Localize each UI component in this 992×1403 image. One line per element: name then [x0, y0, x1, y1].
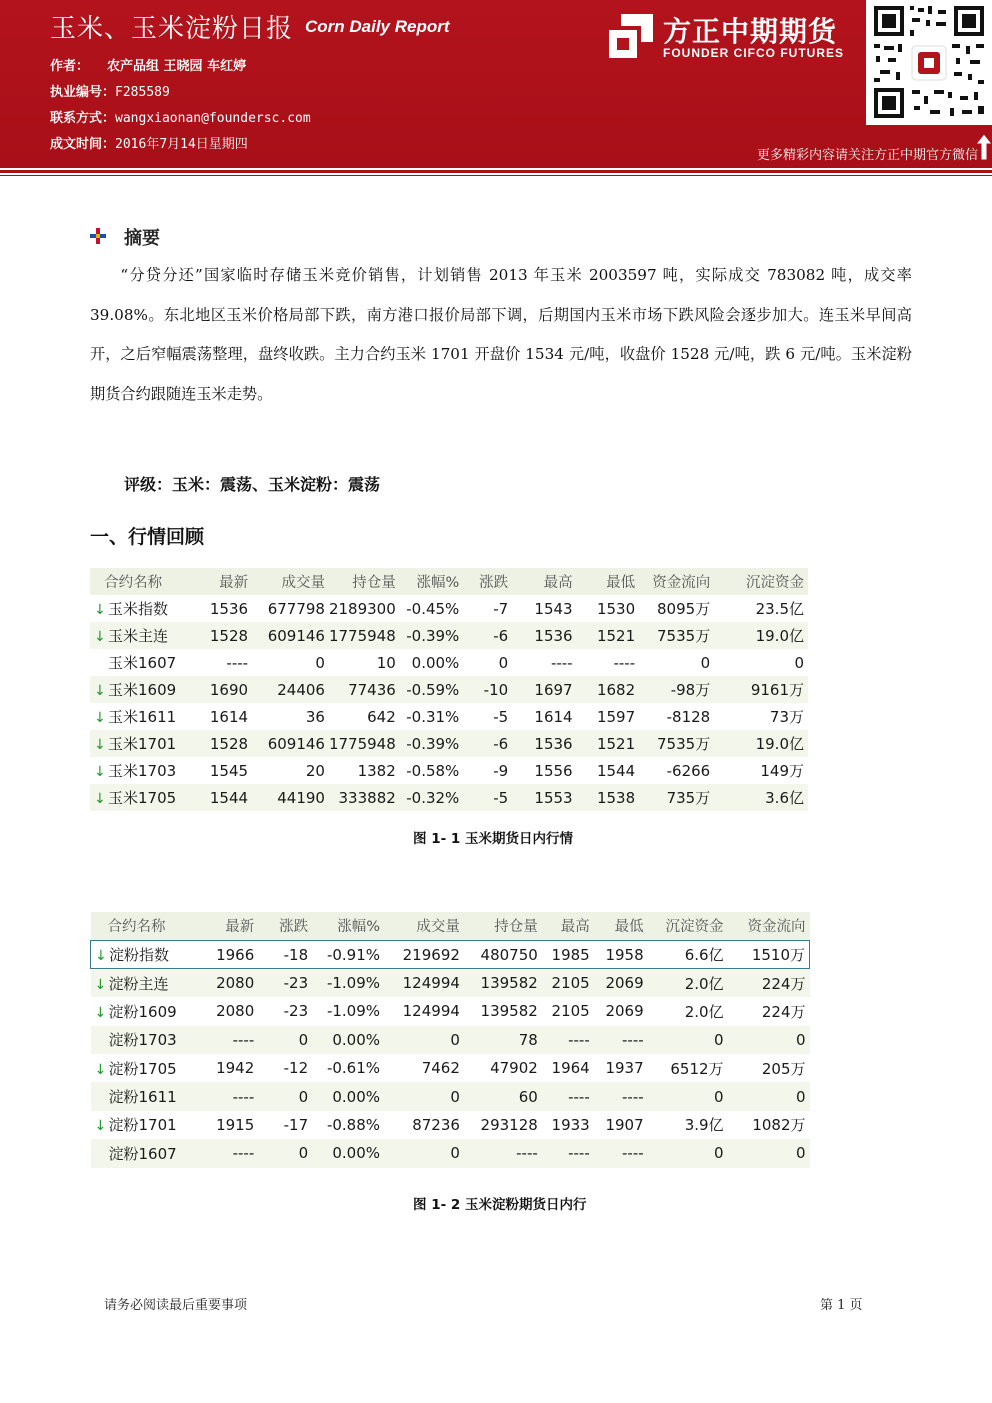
table-cell: 1964	[551, 1059, 590, 1078]
figure-caption-1: 图 1- 1 玉米期货日内行情	[413, 831, 573, 847]
table-cell: 480750	[464, 940, 542, 968]
table-row[interactable]	[90, 757, 808, 784]
table-cell: 139582	[480, 974, 538, 993]
section-market-review-title: 一、行情回顾	[90, 526, 205, 548]
contract-name: 玉米1705	[108, 789, 177, 807]
down-arrow-icon: ↓	[94, 1118, 107, 1135]
table-cell: 224万	[761, 974, 806, 993]
table-cell: 19.0亿	[755, 627, 804, 645]
column-header[interactable]: 涨跌	[279, 919, 309, 936]
contract-name-cell	[90, 730, 180, 757]
table-cell: ----	[226, 653, 249, 672]
contract-name: 玉米1607	[108, 654, 177, 672]
table-row[interactable]	[90, 595, 808, 622]
table-cell: 219692	[384, 940, 464, 968]
table-cell: 224万	[761, 1002, 806, 1021]
table-cell: 2.0亿	[684, 974, 724, 993]
table-cell: -0.59%	[406, 680, 460, 699]
table-cell: -0.31%	[406, 707, 460, 726]
table-cell: 1937	[605, 1059, 644, 1078]
table-row[interactable]	[91, 1054, 810, 1082]
report-title-en: Corn Daily Report	[305, 17, 450, 36]
table-cell: 0	[315, 653, 325, 672]
table-cell: 0	[450, 1030, 460, 1049]
contract-name-cell	[91, 1054, 187, 1082]
table-cell: 609146	[267, 734, 325, 753]
table-cell: -18	[258, 940, 312, 968]
column-header[interactable]: 合约名称	[104, 575, 163, 591]
table-cell: 735万	[666, 789, 711, 807]
table-cell: 2105	[551, 974, 590, 993]
table-cell: -0.88%	[326, 1115, 381, 1134]
table-cell: 1907	[605, 1115, 644, 1134]
license-row	[50, 81, 170, 100]
table-cell: 642	[367, 707, 396, 726]
table-cell: -0.32%	[406, 788, 460, 807]
table-cell: 6512万	[670, 1059, 724, 1078]
down-arrow-icon: ↓	[95, 948, 107, 965]
table-cell: 1614	[209, 707, 249, 726]
contract-name-cell	[90, 703, 180, 730]
table-row[interactable]	[90, 784, 808, 811]
table-cell: 7462	[421, 1059, 460, 1078]
table-cell: 1553	[534, 788, 573, 807]
table-header-row	[91, 912, 810, 940]
table-cell: 1556	[534, 761, 573, 780]
table-cell: 0	[450, 1144, 460, 1163]
license-label: 执业编号：	[50, 85, 116, 100]
table-cell: 2069	[605, 974, 644, 993]
contract-name-cell	[91, 997, 187, 1025]
wechat-follow-text: 更多精彩内容请关注方正中期官方微信	[756, 148, 978, 163]
table-cell: 1985	[542, 940, 594, 968]
table-cell: 0.00%	[332, 1144, 381, 1163]
table-cell: 1536	[534, 734, 573, 753]
column-header[interactable]: 持仓量	[494, 919, 538, 936]
table-cell: 1082万	[752, 1116, 806, 1135]
summary-text: “分贷分还”国家临时存储玉米竞价销售，计划销售 2013 年玉米 2003597 吨，实际成交 783082 吨，成交率 39.08%。东北地区玉米价格局部下跌，南方港口报价局部下调，后期国内玉米市场下跌风险会逐步加大。连玉米早间高开，之后窄幅震荡整理，盘终收跌。主力合约玉米 1701 开盘价 1534 元/吨，收盘价 1528 元/吨，跌 6 元/吨。玉米淀粉期货合约跟随连玉米走势。	[90, 266, 912, 403]
table-cell: 1690	[209, 680, 249, 699]
table-header-row	[90, 568, 808, 595]
contract-name: 玉米1701	[108, 735, 177, 753]
contract-name-cell	[90, 649, 180, 676]
table-cell: -6	[493, 734, 509, 753]
table-cell: 609146	[267, 626, 325, 645]
table-cell: -0.91%	[312, 940, 384, 968]
contract-name-cell	[91, 940, 187, 968]
column-header[interactable]: 资金流向	[652, 575, 711, 591]
contract-name: 玉米1611	[108, 708, 177, 726]
table-cell: 1536	[534, 626, 573, 645]
section-bullet-icon	[90, 228, 106, 244]
table-cell: ----	[622, 1144, 644, 1163]
down-arrow-icon: ↓	[94, 683, 106, 699]
table-cell: 2.0亿	[684, 1002, 724, 1021]
table-cell: 1958	[594, 940, 648, 968]
footer-page-number: 第 1 页	[820, 1298, 863, 1313]
column-header[interactable]: 最高	[543, 575, 573, 591]
contract-name: 淀粉1701	[108, 1116, 177, 1135]
table-cell: -0.39%	[406, 734, 460, 753]
table-cell: 1775948	[328, 626, 396, 645]
license-number: F285589	[115, 85, 170, 100]
down-arrow-icon: ↓	[94, 629, 106, 645]
contract-name: 玉米主连	[108, 627, 169, 645]
table-row[interactable]	[90, 730, 808, 757]
logo-name-cn: 方正中期期货	[663, 15, 838, 48]
report-date: 2016年7月14日星期四	[115, 137, 248, 152]
table-cell: -98万	[670, 681, 711, 699]
table-cell: ----	[232, 1144, 255, 1163]
table-cell: 10	[376, 653, 396, 672]
table-cell: 1521	[596, 626, 636, 645]
table-cell: 8095万	[657, 600, 711, 618]
summary-title: 摘要	[124, 228, 160, 249]
table-cell: 1933	[551, 1115, 590, 1134]
contract-name: 淀粉1705	[108, 1059, 177, 1078]
table-row[interactable]	[90, 676, 808, 703]
contract-name: 玉米1703	[108, 762, 177, 780]
table-cell: 1682	[596, 680, 636, 699]
table-cell: 124994	[402, 1002, 460, 1021]
table-cell: -1.09%	[326, 974, 381, 993]
column-header[interactable]: 涨幅%	[337, 919, 381, 936]
down-arrow-icon: ↓	[94, 602, 106, 618]
table-cell: 19.0亿	[755, 735, 804, 753]
table-cell: ----	[568, 1030, 590, 1049]
table-cell: -17	[283, 1115, 309, 1134]
contract-name-cell	[90, 676, 180, 703]
table-cell: -7	[493, 599, 509, 618]
table-cell: 1544	[209, 788, 249, 807]
table-cell: 0	[714, 1087, 724, 1106]
down-arrow-icon: ↓	[94, 976, 107, 993]
table-cell: 1382	[357, 761, 396, 780]
table-cell: 7535万	[657, 735, 711, 753]
table-cell: 0	[795, 1087, 806, 1106]
table-cell: 2105	[551, 1002, 590, 1021]
table-cell: ----	[613, 653, 636, 672]
table-cell: 0	[794, 653, 804, 672]
author-row	[50, 55, 246, 74]
column-header[interactable]: 涨跌	[479, 575, 509, 591]
contract-name: 玉米指数	[108, 600, 169, 618]
column-header[interactable]: 最新	[219, 575, 249, 591]
down-arrow-icon: ↓	[94, 1004, 107, 1021]
header-divider-thin	[0, 175, 992, 176]
table-cell: 0	[498, 653, 509, 672]
table-cell: 0	[298, 1087, 309, 1106]
table-cell: ----	[568, 1087, 590, 1106]
contract-name-cell	[91, 969, 187, 997]
down-arrow-icon: ↓	[94, 737, 106, 753]
company-logo	[607, 10, 862, 70]
table-cell: 1597	[596, 707, 636, 726]
table-cell: 0.00%	[411, 653, 460, 672]
contract-name-cell	[91, 1026, 187, 1054]
contract-name: 淀粉1607	[108, 1144, 177, 1163]
table-cell: 1544	[596, 761, 636, 780]
table-cell: -5	[493, 788, 509, 807]
table-row[interactable]	[90, 622, 808, 649]
contract-name: 淀粉主连	[108, 974, 169, 993]
column-header[interactable]: 沉淀资金	[665, 919, 724, 936]
table-cell: 1543	[534, 599, 573, 618]
contract-name: 淀粉指数	[109, 946, 170, 965]
table-cell: 44190	[277, 788, 325, 807]
table-cell: 9161万	[750, 681, 804, 699]
contract-name-cell	[90, 784, 180, 811]
column-header[interactable]: 合约名称	[107, 919, 166, 936]
table-cell: 1536	[209, 599, 249, 618]
table-cell: -10	[483, 680, 509, 699]
table-cell: 0	[714, 1144, 724, 1163]
column-header[interactable]: 最高	[560, 919, 590, 936]
table-cell: 1775948	[328, 734, 396, 753]
logo-mark-icon	[607, 12, 655, 60]
table-cell: -0.45%	[406, 599, 460, 618]
table-cell: 23.5亿	[755, 600, 804, 618]
table-row[interactable]	[91, 997, 810, 1025]
author-names: 农产品组 王晓园 车红婷	[107, 59, 247, 74]
table-cell: -0.39%	[406, 626, 460, 645]
column-header[interactable]: 最低	[606, 575, 636, 591]
table-cell: 87236	[412, 1115, 460, 1134]
table-cell: 1521	[596, 734, 636, 753]
table-cell: -8128	[666, 707, 711, 726]
table-cell: ----	[232, 1087, 255, 1106]
table-cell: 333882	[338, 788, 396, 807]
contract-name: 玉米1609	[108, 681, 177, 699]
table-cell: -6	[493, 626, 509, 645]
table-cell: 3.6亿	[765, 789, 804, 807]
table-cell: 3.9亿	[684, 1116, 724, 1135]
column-header[interactable]: 最新	[225, 919, 255, 936]
table-cell: 1528	[209, 626, 249, 645]
table-cell: 293128	[480, 1115, 538, 1134]
figure-caption-2: 图 1- 2 玉米淀粉期货日内行	[413, 1197, 587, 1213]
table-cell: 60	[518, 1087, 538, 1106]
column-header[interactable]: 最低	[614, 919, 644, 936]
table-cell: 1530	[596, 599, 636, 618]
report-title: 玉米、玉米淀粉日报	[50, 14, 294, 44]
table-row[interactable]	[91, 1082, 810, 1110]
table-cell: 0	[450, 1087, 460, 1106]
date-label: 成文时间：	[50, 137, 116, 152]
table-cell: -9	[493, 761, 509, 780]
contact-label: 联系方式：	[50, 111, 116, 126]
table-cell: 20	[305, 761, 325, 780]
column-header[interactable]: 资金流向	[747, 919, 806, 936]
table-cell: ----	[622, 1087, 644, 1106]
table-cell: -5	[493, 707, 509, 726]
wechat-qr-code	[866, 0, 992, 125]
down-arrow-icon: ↓	[94, 1061, 107, 1078]
qr-code-icon	[866, 0, 992, 125]
down-arrow-icon: ↓	[94, 710, 106, 726]
table-cell: ----	[232, 1030, 255, 1049]
corn-futures-table	[90, 568, 808, 811]
contract-name: 淀粉1703	[108, 1031, 177, 1050]
table-cell: 6.6亿	[648, 940, 728, 968]
table-cell: ----	[622, 1030, 644, 1049]
down-arrow-icon: ↓	[94, 764, 106, 780]
column-header[interactable]: 涨幅%	[416, 575, 460, 591]
table-cell: 1966	[186, 940, 258, 968]
contact-email[interactable]: wangxiaonan@foundersc.com	[115, 111, 311, 126]
table-cell: 2080	[216, 1002, 255, 1021]
table-cell: -6266	[666, 761, 711, 780]
table-cell: 0	[298, 1030, 309, 1049]
table-cell: 24406	[277, 680, 325, 699]
header-divider	[0, 170, 992, 173]
table-cell: 2080	[216, 974, 255, 993]
table-row[interactable]	[90, 703, 808, 730]
table-cell: 1538	[596, 788, 636, 807]
contract-name: 淀粉1611	[108, 1088, 177, 1107]
table-cell: 1528	[209, 734, 249, 753]
table-cell: -0.61%	[326, 1059, 381, 1078]
table-cell: 1697	[534, 680, 573, 699]
table-cell: ----	[550, 653, 573, 672]
table-cell: 0	[795, 1144, 806, 1163]
table-cell: -1.09%	[326, 1002, 381, 1021]
footer-notice: 请务必阅读最后重要事项	[104, 1298, 248, 1313]
column-header[interactable]: 沉淀资金	[746, 575, 804, 591]
table-cell: 0.00%	[332, 1087, 381, 1106]
table-row[interactable]	[91, 1139, 810, 1167]
table-row[interactable]	[91, 940, 810, 968]
table-cell: 73万	[769, 708, 804, 726]
report-header	[0, 0, 992, 168]
contract-name-cell	[90, 622, 180, 649]
table-cell: 78	[518, 1030, 538, 1049]
table-cell: 77436	[348, 680, 396, 699]
table-cell: 1614	[534, 707, 573, 726]
table-cell: 124994	[402, 974, 460, 993]
table-row[interactable]	[91, 969, 810, 997]
table-cell: 1510万	[728, 940, 810, 968]
table-cell: -12	[283, 1059, 309, 1078]
table-cell: 47902	[490, 1059, 538, 1078]
table-cell: 7535万	[657, 627, 711, 645]
column-header[interactable]: 持仓量	[352, 575, 396, 591]
contact-row	[50, 107, 311, 126]
contract-name-cell	[90, 757, 180, 784]
contract-name: 淀粉1609	[108, 1002, 177, 1021]
table-row[interactable]	[91, 1111, 810, 1139]
table-cell: -23	[283, 974, 309, 993]
down-arrow-icon: ↓	[94, 791, 106, 807]
table-cell: 1915	[216, 1115, 255, 1134]
author-label: 作者：	[50, 59, 90, 74]
table-cell: 0	[714, 1030, 724, 1049]
table-cell: 677798	[267, 599, 325, 618]
table-cell: 1942	[216, 1059, 255, 1078]
table-cell: 36	[305, 707, 325, 726]
table-cell: 2189300	[328, 599, 396, 618]
logo-name-en: FOUNDER CIFCO FUTURES	[663, 46, 844, 60]
contract-name-cell	[90, 595, 180, 622]
table-cell: 0.00%	[332, 1030, 381, 1049]
table-cell: 0	[298, 1144, 309, 1163]
table-cell: 0	[795, 1030, 806, 1049]
table-cell: 1545	[209, 761, 249, 780]
contract-name-cell	[91, 1082, 187, 1110]
table-cell: 2069	[605, 1002, 644, 1021]
contract-name-cell	[91, 1111, 187, 1139]
column-header[interactable]: 成交量	[416, 919, 460, 936]
table-row[interactable]	[91, 1026, 810, 1054]
table-cell: -0.58%	[406, 761, 460, 780]
table-cell: ----	[568, 1144, 590, 1163]
arrow-up-icon	[976, 134, 992, 160]
contract-name-cell	[91, 1139, 187, 1167]
table-row[interactable]	[90, 649, 808, 676]
table-cell: 149万	[760, 762, 804, 780]
starch-futures-table	[90, 912, 810, 1168]
table-cell: ----	[516, 1144, 538, 1163]
column-header[interactable]: 成交量	[281, 575, 325, 591]
date-row	[50, 133, 248, 152]
table-cell: 205万	[761, 1059, 806, 1078]
rating-text: 评级：玉米：震荡、玉米淀粉：震荡	[124, 475, 381, 494]
table-cell: -23	[283, 1002, 309, 1021]
table-cell: 0	[700, 653, 711, 672]
table-cell: 139582	[480, 1002, 538, 1021]
